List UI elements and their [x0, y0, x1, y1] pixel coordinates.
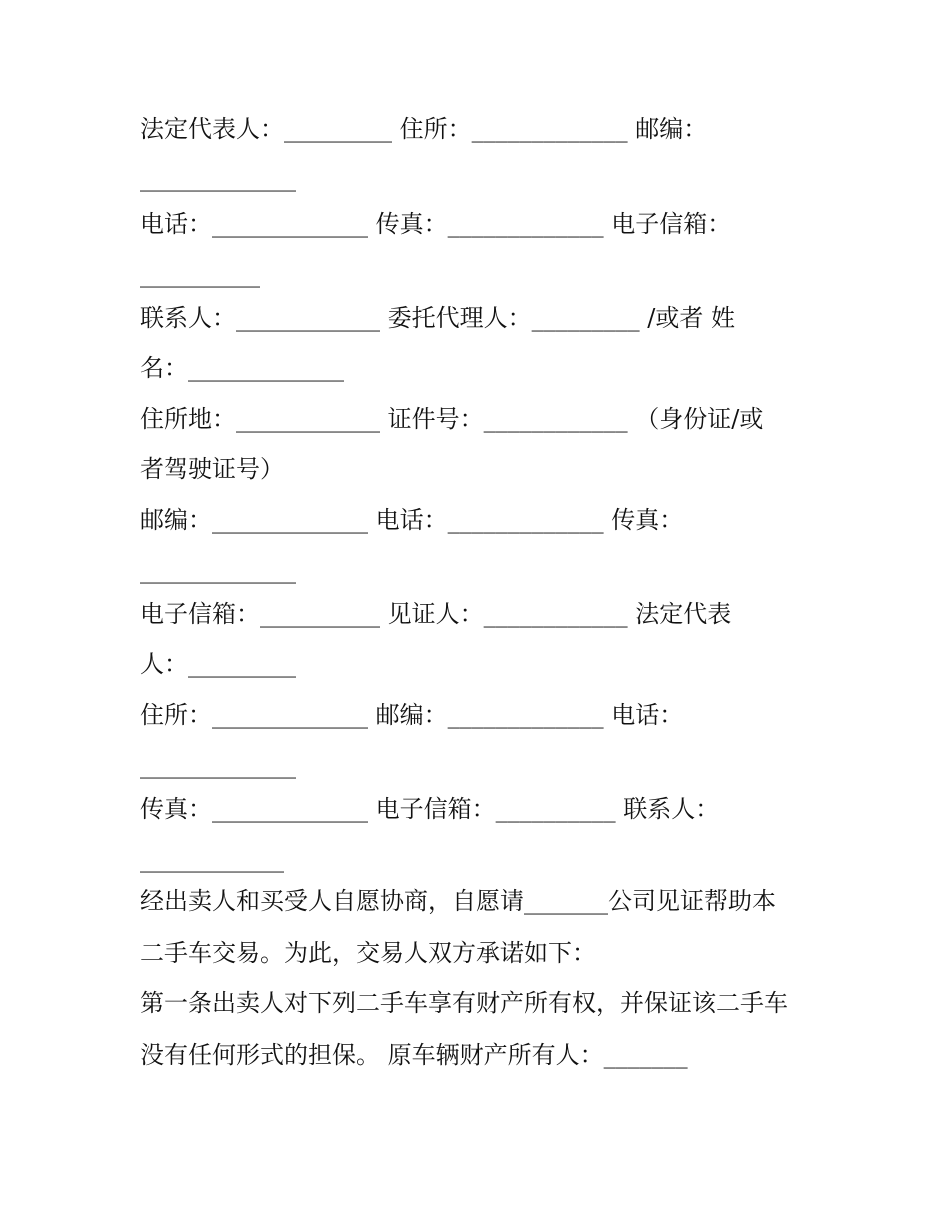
- text-line: 邮编：_____________ 电话：_____________ 传真：: [140, 506, 684, 534]
- text-line: 经出卖人和买受人自愿协商，自愿请_______公司见证帮助本: [140, 887, 776, 915]
- text-line: 电话：_____________ 传真：_____________ 电子信箱：: [140, 210, 732, 238]
- text-line: 住所地：____________ 证件号：____________ （身份证/或: [140, 405, 764, 433]
- text-line: _____________: [140, 556, 296, 584]
- text-line: _____________: [140, 751, 296, 779]
- text-line: _____________: [140, 164, 296, 192]
- text-line: 传真：_____________ 电子信箱：__________ 联系人：: [140, 795, 720, 823]
- text-line: 联系人：____________ 委托代理人：_________ /或者 姓: [140, 304, 735, 332]
- text-line: 住所：_____________ 邮编：_____________ 电话：: [140, 701, 684, 729]
- text-line: 电子信箱：__________ 见证人：____________ 法定代表: [140, 600, 732, 628]
- text-line: __________: [140, 260, 260, 288]
- text-line: 名：_____________: [140, 354, 344, 382]
- text-line: 法定代表人：_________ 住所：_____________ 邮编：: [140, 115, 708, 143]
- text-line: ____________: [140, 845, 284, 873]
- text-line: 二手车交易。为此，交易人双方承诺如下：: [140, 939, 596, 967]
- text-line: 者驾驶证号）: [140, 455, 284, 483]
- text-line: 第一条出卖人对下列二手车享有财产所有权，并保证该二手车: [140, 989, 788, 1017]
- text-line: 没有任何形式的担保。 原车辆财产所有人：_______: [140, 1041, 688, 1069]
- text-line: 人：_________: [140, 650, 296, 678]
